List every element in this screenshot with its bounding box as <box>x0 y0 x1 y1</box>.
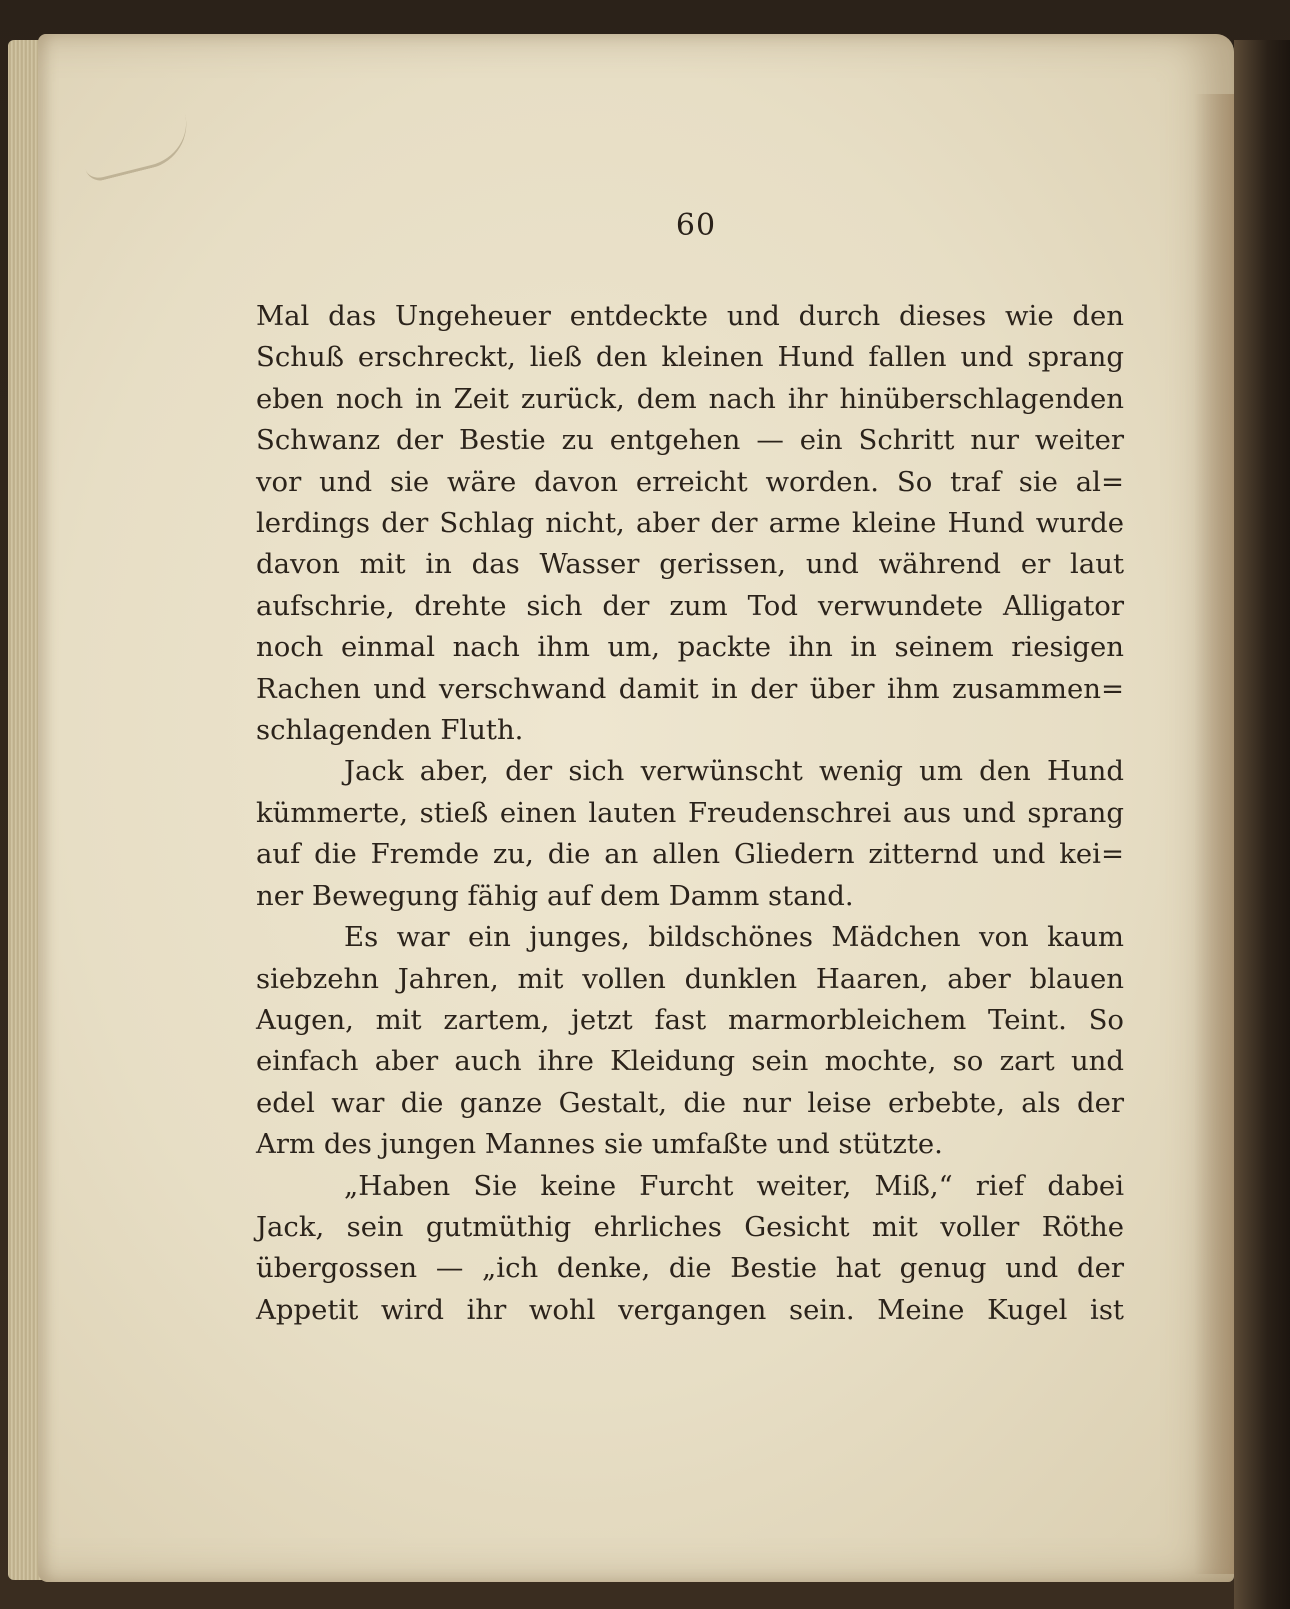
text-line: Jack aber, der sich verwünscht wenig um den Hund <box>344 755 1124 788</box>
text-line: ner Bewegung fähig auf dem Damm stand. <box>256 879 854 912</box>
text-line: aufschrie, drehte sich der zum Tod verwundete Alligator <box>256 589 1124 622</box>
text-line: davon mit in das Wasser gerissen, und während er laut <box>256 548 1124 581</box>
text-line: einfach aber auch ihre Kleidung sein mochte, so zart und <box>256 1045 1124 1078</box>
text-line: lerdings der Schlag nicht, aber der arme kleine Hund wurde <box>256 507 1124 540</box>
text-line: Jack, sein gutmüthig ehrliches Gesicht mit voller Röthe <box>256 1210 1124 1243</box>
text-line: Schwanz der Bestie zu entgehen — ein Schritt nur weiter <box>256 424 1124 457</box>
text-line: Augen, mit zartem, jetzt fast marmorbleichem Teint. So <box>256 1003 1124 1036</box>
text-line: „Haben Sie keine Furcht weiter, Miß,“ rief dabei <box>344 1169 1124 1202</box>
text-line: noch einmal nach ihm um, packte ihn in seinem riesigen <box>256 631 1124 664</box>
book-spine <box>1234 40 1290 1609</box>
text-line: vor und sie wäre davon erreicht worden. So traf sie al= <box>256 465 1124 498</box>
page-gutter-shadow <box>1194 94 1234 1574</box>
text-line: Arm des jungen Mannes sie umfaßte und stützte. <box>256 1128 943 1161</box>
text-line: Schuß erschreckt, ließ den kleinen Hund fallen und sprang <box>256 341 1124 374</box>
dog-ear-crease <box>78 113 196 183</box>
text-line: Rachen und verschwand damit in der über ihm zusammen= <box>256 672 1124 705</box>
text-line: Appetit wird ihr wohl vergangen sein. Meine Kugel ist <box>256 1293 1124 1326</box>
page-number: 60 <box>675 208 717 243</box>
text-line: kümmerte, stieß einen lauten Freudenschrei aus und sprang <box>256 796 1124 829</box>
text-line: schlagenden Fluth. <box>256 714 524 747</box>
text-line: auf die Fremde zu, die an allen Gliedern zitternd und kei= <box>256 838 1124 871</box>
text-line: edel war die ganze Gestalt, die nur leise erbebte, als der <box>256 1086 1124 1119</box>
text-line: siebzehn Jahren, mit vollen dunklen Haaren, aber blauen <box>256 962 1124 995</box>
text-line: eben noch in Zeit zurück, dem nach ihr hinüberschlagenden <box>256 382 1124 415</box>
text-line: Es war ein junges, bildschönes Mädchen von kaum <box>344 921 1124 954</box>
text-line: übergossen — „ich denke, die Bestie hat genug und der <box>256 1252 1124 1285</box>
body-text <box>256 296 1124 1331</box>
text-line: Mal das Ungeheuer entdeckte und durch dieses wie den <box>256 300 1124 332</box>
